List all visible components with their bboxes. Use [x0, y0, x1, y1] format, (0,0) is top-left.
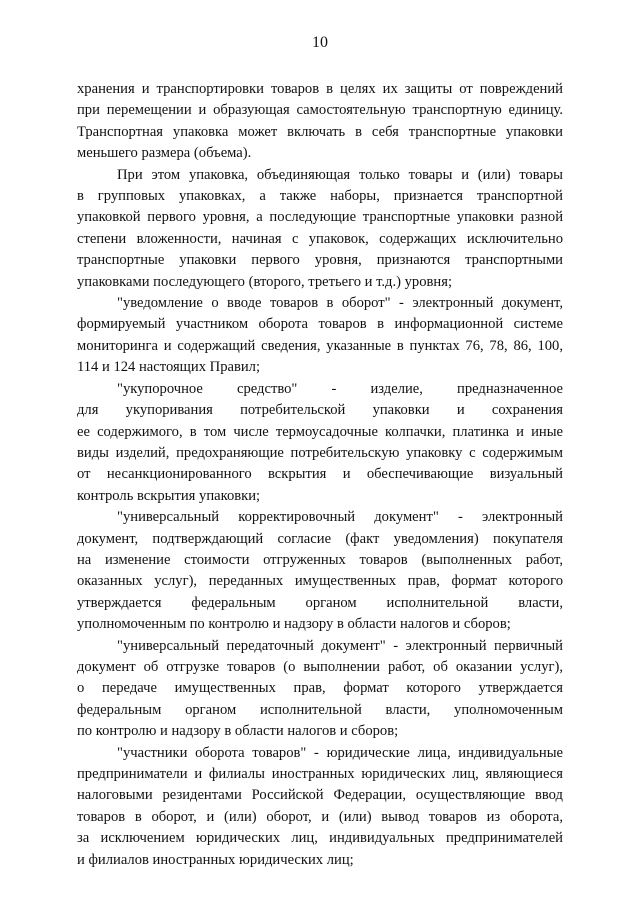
document-body: [77, 79, 563, 871]
paragraph-def-circulation-notice-line: мониторинга и содержащий сведения, указанные в пунктах 76, 78, 86, 100,: [77, 337, 563, 354]
paragraph-def-universal-transfer-document-line: документ об отгрузке товаров (о выполнении работ, об оказании услуг),: [77, 658, 563, 675]
paragraph-def-sealing-means-line: от несанкционированного вскрытия и обеспечивающие визуальный: [77, 466, 563, 483]
paragraph-def-universal-correction-document-line: утверждается федеральным органом исполнительной власти,: [77, 594, 563, 611]
paragraph-def-circulation-participants-line: налоговыми резидентами Российской Федерации, осуществляющие ввод: [77, 787, 563, 804]
paragraph-def-circulation-notice-line: "уведомление о вводе товаров в оборот" - электронный документ,: [117, 295, 563, 312]
paragraph-def-circulation-notice-line: 114 и 124 настоящих Правил;: [77, 359, 261, 376]
paragraph-transport-packaging-levels-line: в групповых упаковках, а также наборы, признается транспортной: [77, 188, 563, 205]
paragraph-def-universal-transfer-document-line: "универсальный передаточный документ" - электронный первичный: [117, 637, 563, 654]
paragraph-def-sealing-means-line: контроль вскрытия упаковки;: [77, 487, 261, 504]
paragraph-def-circulation-participants-line: "участники оборота товаров" - юридические лица, индивидуальные: [117, 744, 563, 761]
paragraph-def-sealing-means-line: виды изделий, предохраняющие потребительскую упаковку с содержимым: [77, 444, 563, 461]
paragraph-def-universal-correction-document-line: уполномоченным по контролю и надзору в области налогов и сборов;: [77, 616, 511, 633]
page-number: 10: [312, 34, 328, 51]
paragraph-transport-packaging-levels-line: степени вложенности, начиная с упаковок, содержащих исключительно: [77, 230, 563, 247]
paragraph-transport-packaging-continuation-line: при перемещении и образующая самостоятельную транспортную единицу.: [77, 102, 563, 119]
paragraph-transport-packaging-continuation-line: меньшего размера (объема).: [77, 145, 252, 162]
paragraph-def-circulation-participants-line: предприниматели и филиалы иностранных юридических лиц, являющиеся: [77, 766, 563, 782]
paragraph-transport-packaging-continuation-line: хранения и транспортировки товаров в целях их защиты от повреждений: [77, 81, 563, 97]
paragraph-transport-packaging-continuation-line: Транспортная упаковка может включать в себя транспортные упаковки: [77, 123, 563, 140]
paragraph-def-universal-correction-document-line: документ, подтверждающий согласие (факт уведомления) покупателя: [77, 530, 563, 547]
paragraph-transport-packaging-levels-line: При этом упаковка, объединяющая только товары и (или) товары: [117, 166, 563, 183]
paragraph-def-universal-correction-document-line: оказанных услуг), переданных имущественных прав, формат которого: [77, 573, 563, 590]
paragraph-def-sealing-means-line: ее содержимого, в том числе термоусадочные колпачки, платинка и иные: [77, 423, 563, 440]
paragraph-transport-packaging-levels-line: упаковками последующего (второго, третьего и т.д.) уровня;: [77, 273, 452, 290]
paragraph-def-universal-transfer-document-line: по контролю и надзору в области налогов и сборов;: [77, 723, 399, 740]
paragraph-def-circulation-notice-line: формируемый участником оборота товаров в информационной системе: [77, 316, 563, 333]
paragraph-transport-packaging-levels-line: упаковкой первого уровня, а последующие транспортные упаковки разной: [77, 209, 563, 226]
paragraph-def-universal-transfer-document-line: о передаче имущественных прав, формат которого утверждается: [77, 680, 563, 697]
paragraph-transport-packaging-levels-line: транспортные упаковки первого уровня, признаются транспортными: [77, 252, 563, 269]
paragraph-def-sealing-means-line: "укупорочное средство" - изделие, предназначенное: [117, 380, 563, 397]
paragraph-def-circulation-participants-line: и филиалов иностранных юридических лиц;: [77, 851, 354, 868]
paragraph-def-circulation-participants-line: за исключением юридических лиц, индивидуальных предпринимателей: [77, 830, 563, 847]
paragraph-def-sealing-means-line: для укупоривания потребительской упаковки и сохранения: [77, 402, 563, 419]
paragraph-def-universal-transfer-document-line: федеральным органом исполнительной власти, уполномоченным: [77, 701, 563, 718]
paragraph-def-universal-correction-document-line: "универсальный корректировочный документ" - электронный: [117, 509, 563, 526]
paragraph-def-universal-correction-document-line: на изменение стоимости отгруженных товаров (выполненных работ,: [77, 551, 563, 568]
paragraph-def-circulation-participants-line: товаров в оборот, и (или) оборот, и (или) вывод товаров из оборота,: [77, 808, 563, 825]
